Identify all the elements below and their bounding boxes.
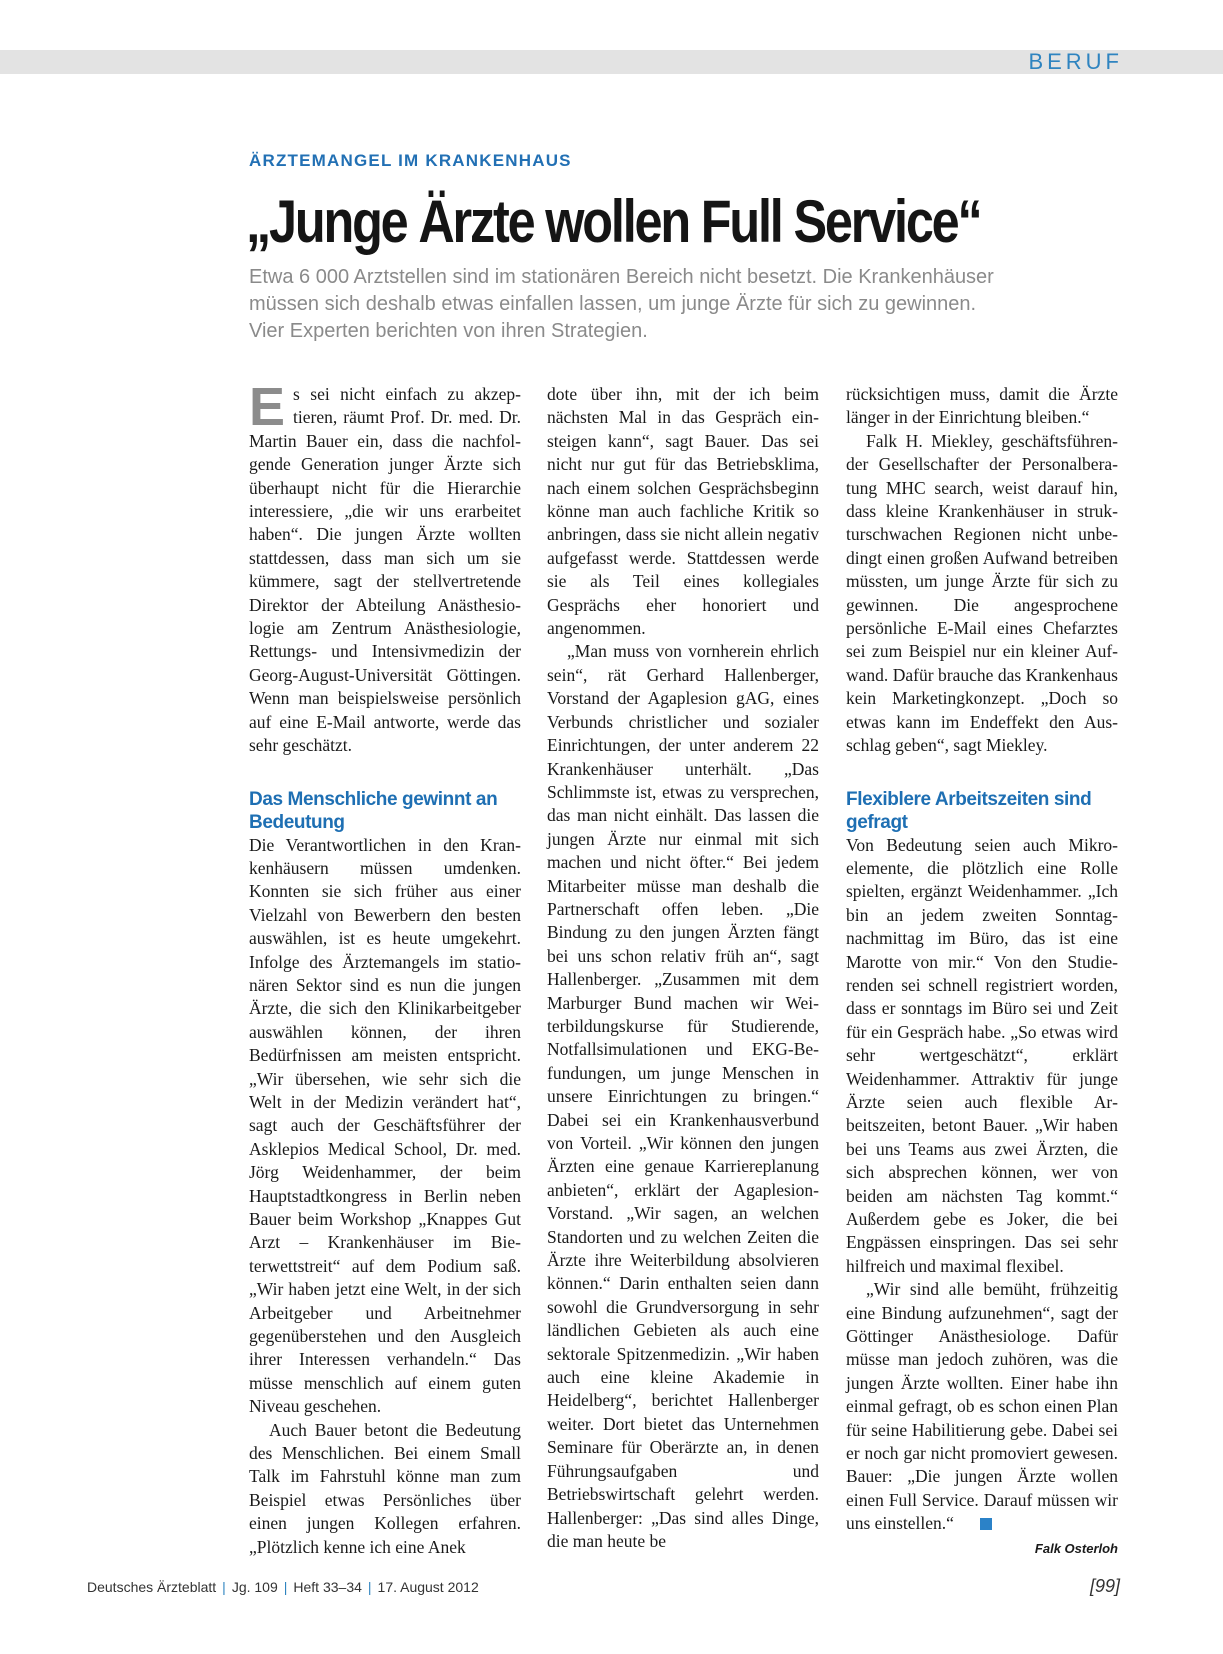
article-column-3 bbox=[846, 383, 1118, 1560]
article-column-2 bbox=[547, 383, 819, 1553]
body-paragraph bbox=[846, 1278, 1118, 1535]
separator-icon: | bbox=[222, 1579, 226, 1595]
dropcap: E bbox=[249, 377, 286, 437]
body-paragraph: Auch Bauer betont die Bedeutung des Menschlichen. Bei einem Small Talk im Fahrstuhl könne man zum Beispiel etwas Persönliches über einen jungen Kollegen erfahren. „Plötzlich kenne ich eine Anek bbox=[249, 1419, 521, 1557]
footer-citation bbox=[87, 1579, 479, 1595]
separator-icon: | bbox=[283, 1579, 288, 1595]
paragraph-text: s sei nicht einfach zu akzeptieren, räumt Prof. Dr. med. Dr. Martin Bauer ein, dass die nachfolgende Generation junger Ärzte sich überhaupt nicht für die Hierarchie interessiere, „die wir uns erarbeitet haben“. Die jungen Ärzte wollten stattdessen, dass man sich um sie kümmere, sagt der stellvertretende Direktor der Abteilung Anästhesiologie am Zentrum Anästhesiologie, Rettungs- und Intensivmedizin der Georg-August-Universität Göttingen. Wenn man beispielsweise persönlich auf eine E-Mail antworte, werde das sehr geschätzt. bbox=[249, 384, 521, 756]
body-paragraph: Falk H. Miekley, geschäftsführender Gesellschafter der Personalberatung MHC search, weist darauf hin, dass kleine Krankenhäuser in strukturschwachen Regionen nicht unbedingt einen großen Aufwand betreiben müssten, um junge Ärzte für sich zu gewinnen. Die angesprochene persönliche E-Mail eines Chefarztes sei zum Beispiel nur ein kleiner Aufwand. Dafür brauche das Krankenhaus kein Marketingkonzept. „Doch so etwas kann im Endeffekt den Ausschlag geben“, sagt Miekley. bbox=[846, 430, 1118, 756]
issue: Heft 33–34 bbox=[293, 1579, 362, 1595]
body-paragraph: „Man muss von vornherein ehrlich sein“, rät Gerhard Hallenberger, Vorstand der Agaplesion gAG, eines Verbunds christlicher und sozialer Einrichtungen, der unter anderem 22 Krankenhäuser unterhält. „Das Schlimmste ist, etwas zu versprechen, das man nicht einhält. Das lassen die jungen Ärzte nur einmal mit sich machen und nicht öfter.“ Bei jedem Mitarbeiter müsse man deshalb die Partnerschaft offen leben. „Die Bindung zu den jungen Ärzten fängt bei uns schon relativ früh an“, sagt Hallenberger. „Zusammen mit dem Marburger Bund machen wir Weiterbildungskurse für Studierende, Notfallsimulationen und EKG-Befundungen, um junge Menschen in unsere Einrichtungen zu bringen.“ Dabei sei ein Krankenhausverbund von Vorteil. „Wir können den jungen Ärzten eine genaue Karriereplanung anbieten“, erklärt der Agaplesion-Vorstand. „Wir sagen, an welchen Standorten und zu welchen Zeiten die Ärzte ihre Weiterbildung absolvieren können.“ Darin enthalten seien dann sowohl die Grundversorgung in sehr ländlichen Gebieten als auch eine sektorale Spitzenmedizin. „Wir haben auch eine kleine Akademie in Heidelberg“, berichtet Hallenberger weiter. Dort bietet das Unternehmen Seminare für Oberärzte an, in denen Führungsaufgaben und Betriebswirtschaft gelehrt werden. Hallenberger: „Das sind alles Dinge, die man heute be bbox=[547, 641, 819, 1551]
paragraph-text: „Wir sind alle bemüht, frühzeitig eine Bindung aufzunehmen“, sagt der Göttinger Anästhesiologe. Dafür müsse man jedoch zuhören, was die jungen Ärzte wollten. Einer habe ihn einmal gefragt, ob es schon einen Plan für seine Habilitierung gebe. Dabei sei er noch gar nicht promoviert gewesen. Bauer: „Die jungen Ärzte wollen einen Full Service. Darauf müssen wir uns einstellen.“ bbox=[846, 1279, 1118, 1534]
body-paragraph bbox=[249, 377, 521, 758]
article-headline: „Junge Ärzte wollen Full Service“ bbox=[246, 188, 981, 255]
end-mark-icon bbox=[980, 1518, 992, 1530]
article-author: Falk Osterloh bbox=[1034, 1540, 1118, 1556]
issue-date: 17. August 2012 bbox=[377, 1579, 479, 1595]
subheading: Flexiblere Arbeitszeiten sind gefragt bbox=[846, 788, 1092, 833]
page-number: [99] bbox=[1089, 1576, 1120, 1596]
body-paragraph: rücksichtigen muss, damit die Ärzte länger in der Einrichtung bleiben.“ bbox=[846, 384, 1118, 428]
lead-line: Etwa 6 000 Arztstellen sind im stationären Bereich nicht besetzt. Die Krankenhäuser bbox=[249, 266, 994, 288]
article-column-1 bbox=[249, 377, 521, 1559]
subheading: Das Menschliche gewinnt an Bedeutung bbox=[249, 788, 498, 833]
article-kicker: ÄRZTEMANGEL IM KRANKENHAUS bbox=[249, 151, 572, 170]
article-lead bbox=[249, 264, 1129, 345]
section-label: BERUF bbox=[1028, 49, 1123, 74]
body-paragraph: Von Bedeutung seien auch Mikroelemente, die plötzlich eine Rolle spielten, ergänzt Weidenhammer. „Ich bin an jedem zweiten Sonntagnachmittag im Büro, das ist eine Marotte von mir.“ Von den Studierenden sei schnell registriert worden, dass er sonntags im Büro sei und Zeit für ein Gespräch habe. „So etwas wird sehr wertgeschätzt“, erklärt Weidenhammer. Attraktiv für junge Ärzte seien auch flexible Arbeitszeiten, betont Bauer. „Wir haben bei uns Teams aus zwei Ärzten, die sich absprechen können, wer von beiden am nächsten Tag kommt.“ Außerdem gebe es Joker, die bei Engpässen einspringen. Das sei sehr hilfreich und maximal flexibel. bbox=[846, 834, 1118, 1276]
separator-icon: | bbox=[367, 1579, 372, 1595]
body-paragraph: dote über ihn, mit der ich beim nächsten Mal in das Gespräch einsteigen kann“, sagt Bauer. Das sei nicht nur gut für das Betriebsklima, nach einem solchen Gesprächsbeginn könne man auch fachliche Kritik so anbringen, dass sie nicht allein negativ aufgefasst werde. Stattdessen werde sie als Teil eines kollegiales Gesprächs eher honoriert und angenommen. bbox=[547, 384, 819, 639]
lead-line: Vier Experten berichten von ihren Strategien. bbox=[249, 320, 648, 342]
body-paragraph: Die Verantwortlichen in den Krankenhäusern müssen umdenken. Konnten sie sich früher aus einer Vielzahl von Bewerbern den besten auswählen, ist es heute umgekehrt. Infolge des Ärztemangels im stationären Sektor sind es nun die jungen Ärzte, die sich den Klinikarbeitgeber auswählen können, der ihren Bedürfnissen am meisten entspricht. „Wir übersehen, wie sehr sich die Welt in der Medizin verändert hat“, sagt auch der Geschäftsführer der Asklepios Medical School, Dr. med. Jörg Weidenhammer, der beim Hauptstadtkongress in Berlin neben Bauer beim Workshop „Knappes Gut Arzt – Krankenhäuser im Bieterwettstreit“ auf dem Podium saß. „Wir haben jetzt eine Welt, in der sich Arbeitgeber und Arbeitnehmer gegenüberstehen und den Ausgleich ihrer Interessen verhandeln.“ Das müsse menschlich auf einem guten Niveau geschehen. bbox=[249, 834, 521, 1417]
lead-line: müssen sich deshalb etwas einfallen lassen, um junge Ärzte für sich zu gewinnen. bbox=[249, 293, 977, 315]
volume: Jg. 109 bbox=[231, 1579, 278, 1595]
publication-name: Deutsches Ärzteblatt bbox=[87, 1579, 217, 1595]
